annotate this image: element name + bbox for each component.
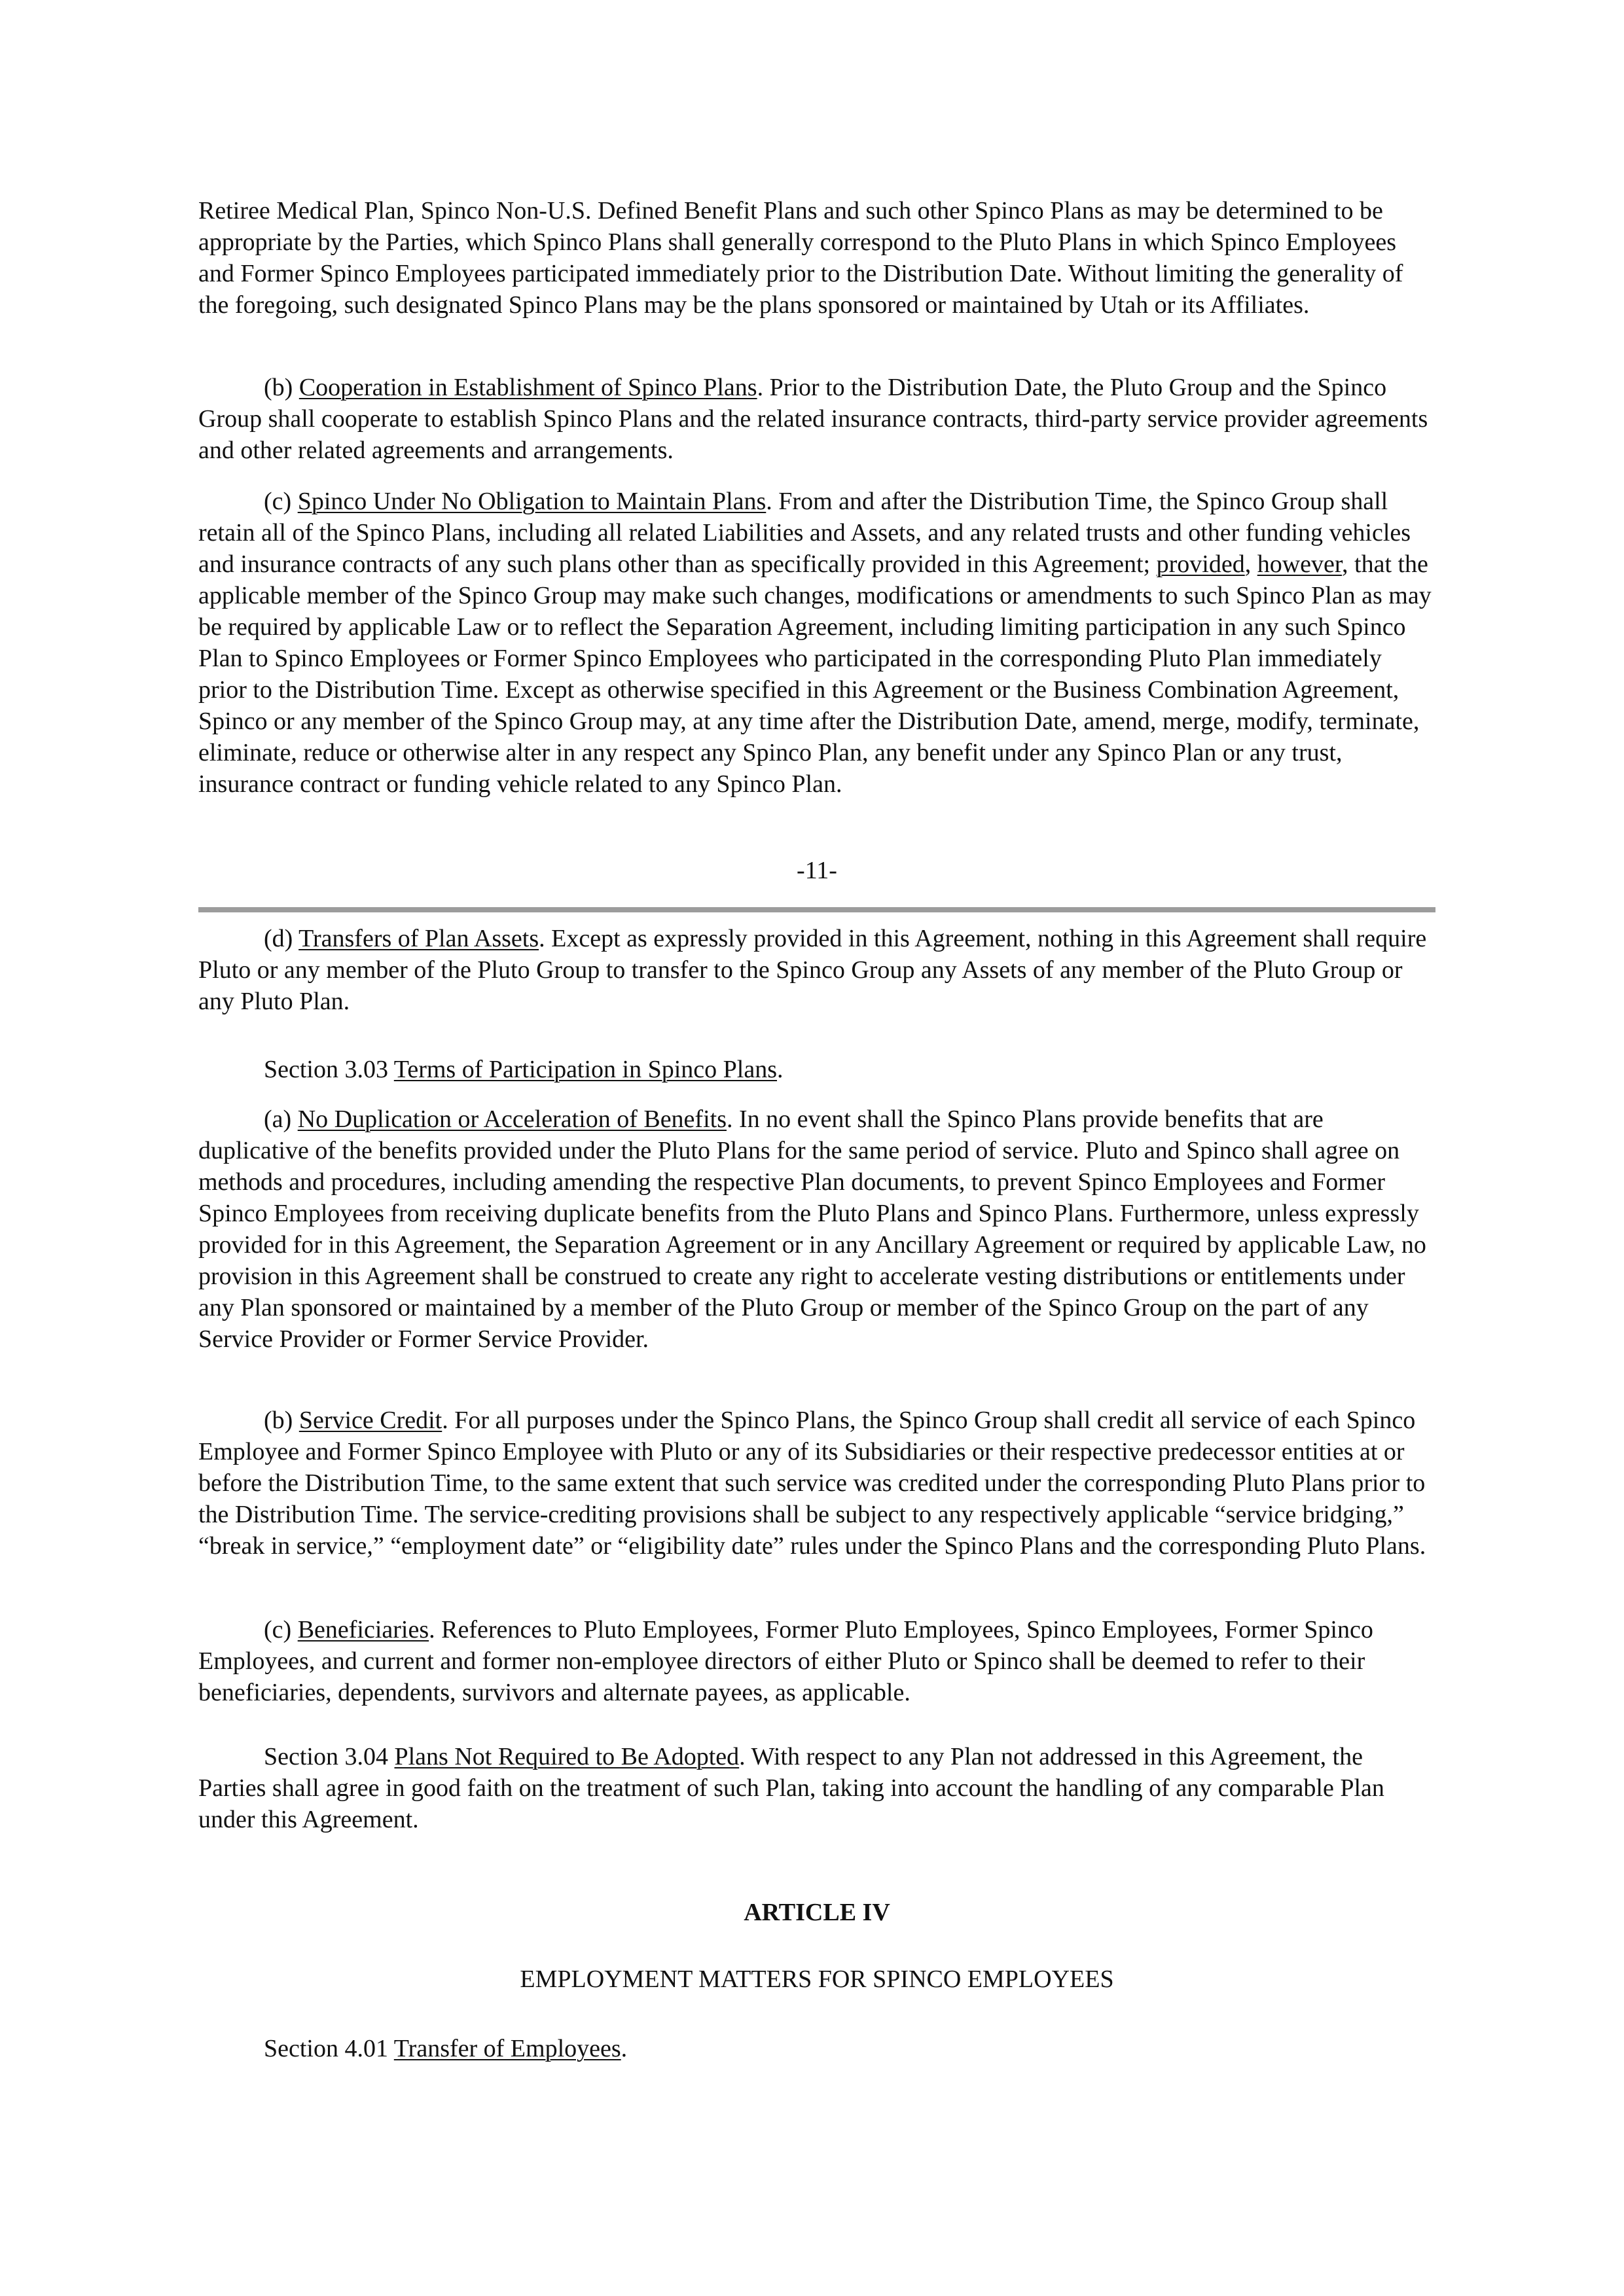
paragraph-service-credit: (b) Service Credit. For all purposes under the Spinco Plans, the Spinco Group shall credit all service of each Spinco Employee and Former Spinco Employee with Pluto or any of its Subsidiaries or their respective predecessor entities at or before the Distribution Time, to the same extent that such service was credited under the corresponding Pluto Plans prior to the Distribution Time. The service-crediting provisions shall be subject to any respectively applicable “service bridging,” “break in service,” “employment date” or “eligibility date” rules under the Spinco Plans and the corresponding Pluto Plans. (198, 1407, 1426, 1560)
article-title: ARTICLE IV (744, 1899, 890, 1926)
paragraph-cooperation: (b) Cooperation in Establishment of Spinco Plans. Prior to the Distribution Date, the Pluto Group and the Spinco Group shall cooperate to establish Spinco Plans and the related insurance contracts, third-party service provider agreements and other related agreements and arrangements. (198, 374, 1428, 464)
paragraph-no-obligation: (c) Spinco Under No Obligation to Maintain Plans. From and after the Distribution Time, the Spinco Group shall retain all of the Spinco Plans, including all related Liabilities and Assets, and any related trusts and other funding vehicles and insurance contracts of any such plans other than as specifically provided in this Agreement; provided, however, that the applicable member of the Spinco Group may make such changes, modifications or amendments to such Spinco Plan as may be required by applicable Law or to reflect the Separation Agreement, including limiting participation in any such Spinco Plan to Spinco Employees or Former Spinco Employees who participated in the corresponding Pluto Plan immediately prior to the Distribution Time. Except as otherwise specified in this Agreement or the Business Combination Agreement, Spinco or any member of the Spinco Group may, at any time after the Distribution Date, amend, merge, modify, terminate, eliminate, reduce or otherwise alter in any respect any Spinco Plan, any benefit under any Spinco Plan or any trust, insurance contract or funding vehicle related to any Spinco Plan. (198, 488, 1432, 798)
page-break-divider (198, 907, 1435, 912)
paragraph-plan-continuation: Retiree Medical Plan, Spinco Non-U.S. Defined Benefit Plans and such other Spinco Plans as may be determined to be appropriate by the Parties, which Spinco Plans shall generally correspond to the Pluto Plans in which Spinco Employees and Former Spinco Employees participated immediately prior to the Distribution Date. Without limiting the generality of the foregoing, such designated Spinco Plans may be the plans sponsored or maintained by Utah or its Affiliates. (198, 197, 1403, 319)
paragraph-transfers-plan-assets: (d) Transfers of Plan Assets. Except as expressly provided in this Agreement, nothing in this Agreement shall require Pluto or any member of the Pluto Group to transfer to the Spinco Group any Assets of any member of the Pluto Group or any Pluto Plan. (198, 925, 1427, 1015)
term-provided: provided (1156, 550, 1245, 578)
heading-beneficiaries: Beneficiaries (297, 1616, 429, 1643)
paragraph-beneficiaries: (c) Beneficiaries. References to Pluto Employees, Former Pluto Employees, Spinco Employees, Former Spinco Employees, and current and former non-employee directors of either Pluto or Spinco shall be deemed to refer to their beneficiaries, dependents, survivors and alternate payees, as applicable. (198, 1616, 1373, 1706)
section-4-01-heading: Section 4.01 Transfer of Employees. (264, 2035, 628, 2062)
heading-no-obligation: Spinco Under No Obligation to Maintain Plans (297, 488, 767, 515)
article-subtitle: EMPLOYMENT MATTERS FOR SPINCO EMPLOYEES (520, 1965, 1114, 1993)
term-however: however (1257, 550, 1343, 578)
heading-cooperation: Cooperation in Establishment of Spinco Plans (298, 374, 757, 401)
heading-terms-of-participation: Terms of Participation in Spinco Plans (393, 1056, 778, 1083)
section-3-04: Section 3.04 Plans Not Required to Be Adopted. With respect to any Plan not addressed in this Agreement, the Parties shall agree in good faith on the treatment of such Plan, taking into account the handling of any comparable Plan under this Agreement. (198, 1743, 1384, 1833)
heading-no-duplication: No Duplication or Acceleration of Benefits (297, 1105, 727, 1133)
paragraph-no-duplication: (a) No Duplication or Acceleration of Benefits. In no event shall the Spinco Plans provide benefits that are duplicative of the benefits provided under the Pluto Plans for the same period of service. Pluto and Spinco shall agree on methods and procedures, including amending the respective Plan documents, to prevent Spinco Employees and Former Spinco Employees from receiving duplicate benefits from the Pluto Plans and Spinco Plans. Furthermore, unless expressly provided for in this Agreement, the Separation Agreement or in any Ancillary Agreement or required by applicable Law, no provision in this Agreement shall be construed to create any right to accelerate vesting distributions or entitlements under any Plan sponsored or maintained by a member of the Pluto Group or member of the Spinco Group on the part of any Service Provider or Former Service Provider. (198, 1105, 1426, 1353)
heading-transfer-of-employees: Transfer of Employees (393, 2035, 621, 2062)
heading-transfers-plan-assets: Transfers of Plan Assets (298, 925, 539, 952)
heading-plans-not-required: Plans Not Required to Be Adopted (394, 1743, 740, 1770)
heading-service-credit: Service Credit (298, 1407, 442, 1434)
page-number: -11- (797, 857, 837, 884)
section-3-03-heading: Section 3.03 Terms of Participation in Spinco Plans. (264, 1056, 784, 1083)
